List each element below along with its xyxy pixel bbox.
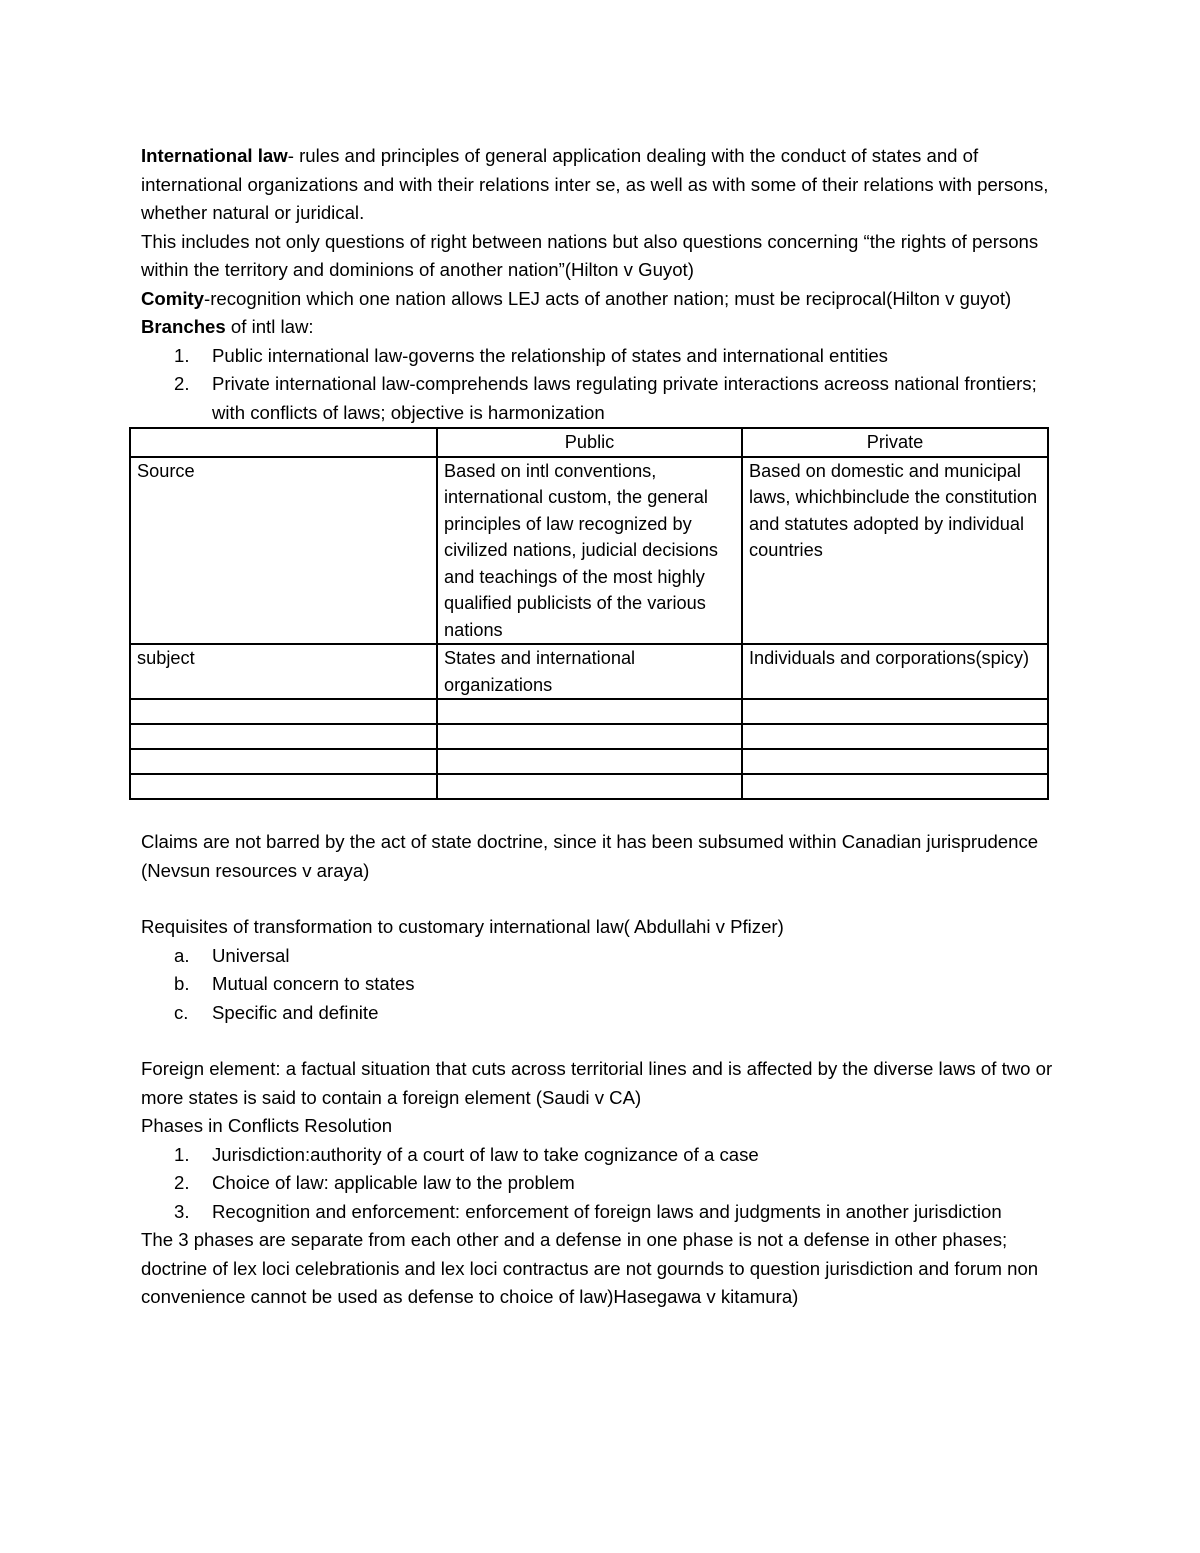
list-item	[141, 1198, 1056, 1227]
claims-paragraph: Claims are not barred by the act of state doctrine, since it has been subsumed within Canadian jurisprudence (Nevsun resources v araya)	[141, 831, 1039, 881]
table-cell	[742, 724, 1048, 749]
list-text: Public international law-governs the relationship of states and international entities	[212, 344, 888, 366]
requisites-heading: Requisites of transformation to customary international law( Abdullahi v Pfizer)	[141, 916, 784, 937]
table-header-row	[130, 428, 1048, 457]
list-text: Specific and definite	[212, 1001, 379, 1023]
table-empty-row	[130, 699, 1048, 724]
list-number: 1.	[174, 1143, 190, 1165]
list-text: Private international law-comprehends laws regulating private interactions acreoss national frontiers; with conflicts of laws; objective is harmonization	[212, 373, 1037, 423]
list-item	[141, 999, 1056, 1028]
requisites-list	[141, 942, 1056, 1028]
table-cell	[437, 749, 742, 774]
table-cell	[130, 724, 437, 749]
table-cell: subject	[130, 644, 437, 699]
table-cell	[742, 774, 1048, 799]
comity-definition	[141, 285, 1056, 314]
comity-text: -recognition which one nation allows LEJ acts of another nation; must be reciprocal(Hilton v guyot)	[204, 287, 1012, 309]
spacer	[141, 885, 1056, 913]
table-header-cell	[130, 428, 437, 457]
list-letter: b.	[174, 973, 190, 994]
list-text: Recognition and enforcement: enforcement of foreign laws and judgments in another jurisdiction	[212, 1200, 1002, 1222]
table-empty-row	[130, 749, 1048, 774]
branches-heading	[141, 313, 1056, 342]
list-item	[141, 1141, 1056, 1170]
table-cell	[130, 774, 437, 799]
closing-paragraph: The 3 phases are separate from each other and a defense in one phase is not a defense in other phases; doctrine of lex loci celebrationis and lex loci contractus are not gournds to question jurisdiction and forum non convenience cannot be used as defense to choice of law)Hasegawa v kitamura)	[141, 1229, 1039, 1307]
document-page	[137, 142, 1056, 1312]
list-text: Universal	[212, 944, 290, 966]
intl-law-text: - rules and principles of general application dealing with the conduct of states and of international organizations and with their relations inter se, as well as with some of their relations with persons, whether natural or juridical.	[141, 145, 1049, 223]
table-cell	[742, 699, 1048, 724]
list-number: 1.	[174, 344, 190, 366]
includes-paragraph: This includes not only questions of right between nations but also questions concerning “the rights of persons within the territory and dominions of another nation”(Hilton v Guyot)	[141, 230, 1039, 280]
table-cell	[437, 724, 742, 749]
list-item	[141, 342, 1056, 371]
spacer	[141, 1027, 1056, 1055]
list-number: 3.	[174, 1200, 190, 1222]
branches-list	[141, 342, 1056, 428]
table-cell	[437, 774, 742, 799]
list-text: Jurisdiction:authority of a court of law to take cognizance of a case	[212, 1143, 759, 1165]
spacer	[141, 800, 1056, 828]
branches-term: Branches	[141, 316, 226, 337]
intl-law-term: International law	[141, 145, 288, 166]
list-text: Mutual concern to states	[212, 973, 415, 994]
list-item	[141, 370, 1056, 427]
list-letter: a.	[174, 944, 190, 966]
table-cell: States and international organizations	[437, 644, 742, 699]
table-empty-row	[130, 724, 1048, 749]
list-number: 2.	[174, 1172, 190, 1193]
table-empty-row	[130, 774, 1048, 799]
list-letter: c.	[174, 1001, 189, 1023]
list-item	[141, 1169, 1056, 1198]
comparison-table	[129, 427, 1049, 800]
table-cell: Based on domestic and municipal laws, whichbinclude the constitution and statutes adopted by individual countries	[742, 457, 1048, 645]
branches-rest: of intl law:	[225, 316, 314, 337]
intl-law-definition	[141, 142, 1056, 228]
phases-list	[141, 1141, 1056, 1227]
phases-heading: Phases in Conflicts Resolution	[141, 1115, 393, 1136]
table-header-cell: Private	[742, 428, 1048, 457]
table-cell	[130, 749, 437, 774]
list-number: 2.	[174, 373, 190, 394]
table-cell: Individuals and corporations(spicy)	[742, 644, 1048, 699]
list-item	[141, 942, 1056, 971]
table-cell	[742, 749, 1048, 774]
table-header-cell: Public	[437, 428, 742, 457]
foreign-element-paragraph: Foreign element: a factual situation that cuts across territorial lines and is affected by the diverse laws of two or more states is said to contain a foreign element (Saudi v CA)	[141, 1058, 1053, 1108]
list-text: Choice of law: applicable law to the problem	[212, 1172, 575, 1193]
table-row	[130, 457, 1048, 645]
table-cell	[437, 699, 742, 724]
list-item	[141, 970, 1056, 999]
table-cell	[130, 699, 437, 724]
table-cell: Based on intl conventions, international custom, the general principles of law recognized by civilized nations, judicial decisions and teachings of the most highly qualified publicists of the various nations	[437, 457, 742, 645]
table-cell: Source	[130, 457, 437, 645]
table-row	[130, 644, 1048, 699]
comity-term: Comity	[141, 287, 205, 309]
